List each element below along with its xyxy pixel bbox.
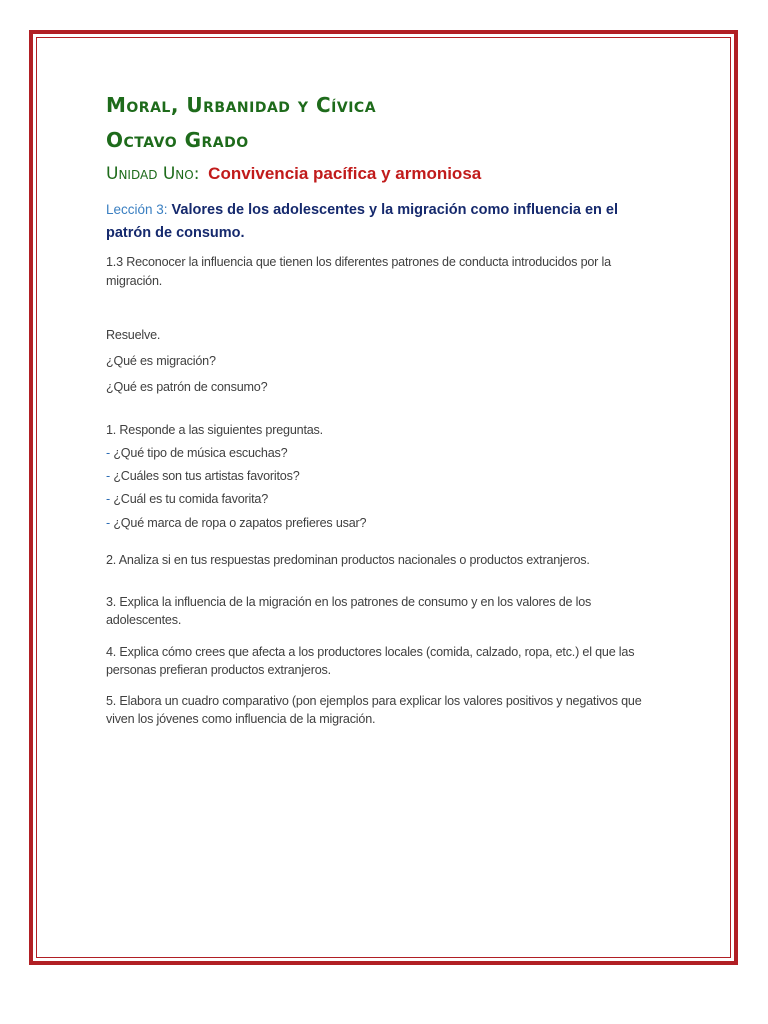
activity-1-intro: 1. Responde a las siguientes preguntas. — [106, 422, 323, 437]
document-content — [106, 88, 666, 729]
list-bullet: - — [106, 492, 110, 507]
lesson-label: Lección 3: — [106, 202, 168, 218]
list-item-text: ¿Qué marca de ropa o zapatos prefieres usar? — [113, 515, 367, 530]
subject-title: Moral, Urbanidad y Cívica — [106, 93, 377, 117]
grade-title: Octavo Grado — [106, 128, 249, 152]
objective-text: 1.3 Reconocer la influencia que tienen los diferentes patrones de conducta introducidos por la migración. — [106, 255, 611, 288]
list-item-text: ¿Cuáles son tus artistas favoritos? — [113, 469, 300, 484]
list-bullet: - — [106, 469, 110, 484]
activity-5: 5. Elabora un cuadro comparativo (pon ejemplos para explicar los valores positivos y negativos que viven los jóvenes como influencia de la migración. — [106, 694, 642, 727]
list-item — [106, 514, 666, 532]
activity-4: 4. Explica cómo crees que afecta a los productores locales (comida, calzado, ropa, etc.) el que las personas prefieran productos extranjeros. — [106, 644, 635, 677]
question-patron-consumo: ¿Qué es patrón de consumo? — [106, 380, 268, 395]
lesson-title: Valores de los adolescentes y la migración como influencia en el patrón de consumo. — [106, 202, 618, 242]
activity-2: 2. Analiza si en tus respuestas predominan productos nacionales o productos extranjeros. — [106, 552, 590, 567]
unit-heading — [106, 163, 666, 185]
list-item — [106, 490, 666, 508]
unit-name: Convivencia pacífica y armoniosa — [208, 164, 482, 183]
list-item-text: ¿Qué tipo de música escuchas? — [113, 445, 288, 460]
unit-label: Unidad Uno: — [106, 164, 200, 184]
lesson-heading — [106, 199, 666, 245]
list-bullet: - — [106, 515, 110, 530]
list-item — [106, 444, 666, 462]
resuelve-label: Resuelve. — [106, 327, 161, 342]
activity-3: 3. Explica la influencia de la migración en los patrones de consumo y en los valores de los adolescentes. — [106, 595, 592, 628]
list-item-text: ¿Cuál es tu comida favorita? — [113, 492, 269, 507]
list-item — [106, 467, 666, 485]
list-bullet: - — [106, 445, 110, 460]
question-migracion: ¿Qué es migración? — [106, 354, 216, 369]
